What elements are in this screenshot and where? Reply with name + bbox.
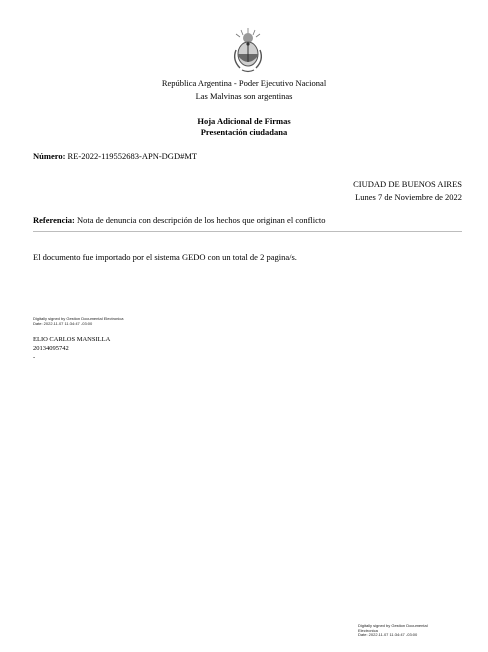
digital-signature-stamp (33, 317, 124, 326)
page-subtitle: Presentación ciudadana (200, 127, 288, 137)
signature-date: Date: 2022.11.07 11:34:47 -03:00 (33, 320, 93, 326)
reference-label: Referencia: (33, 215, 75, 225)
signature-line: Digitally signed by Gestion Documental (358, 623, 428, 628)
signature-line: Digitally signed by Gestion Documental Electronica (33, 316, 124, 321)
signature-date: Date: 2022.11.07 11:34:47 -03:00 (358, 632, 418, 637)
numero-value: RE-2022-119552683-APN-DGD#MT (67, 151, 198, 161)
signer-id: 20134095742 (33, 345, 69, 352)
digital-signature-stamp-footer (358, 624, 448, 638)
document-number (33, 151, 197, 161)
header-republic: República Argentina - Poder Ejecutivo Nacional (161, 78, 327, 88)
reference-value: Nota de denuncia con descripción de los hechos que originan el conflicto (76, 215, 326, 225)
signer-dash: - (33, 354, 36, 361)
numero-label: Número: (33, 151, 66, 161)
body-text: El documento fue importado por el sistema GEDO con un total de 2 pagina/s. (33, 252, 297, 262)
reference-line (33, 215, 326, 225)
signer-block (33, 335, 110, 362)
coat-of-arms-seal (230, 26, 266, 78)
city: CIUDAD DE BUENOS AIRES (353, 179, 462, 189)
page-title: Hoja Adicional de Firmas (197, 116, 291, 126)
location-date-block (353, 178, 462, 204)
header-malvinas: Las Malvinas son argentinas (195, 91, 293, 101)
signature-line-2: Electronica (358, 627, 378, 633)
date: Lunes 7 de Noviembre de 2022 (355, 192, 462, 202)
signer-name: ELIO CARLOS MANSILLA (33, 336, 111, 343)
divider (33, 231, 462, 232)
